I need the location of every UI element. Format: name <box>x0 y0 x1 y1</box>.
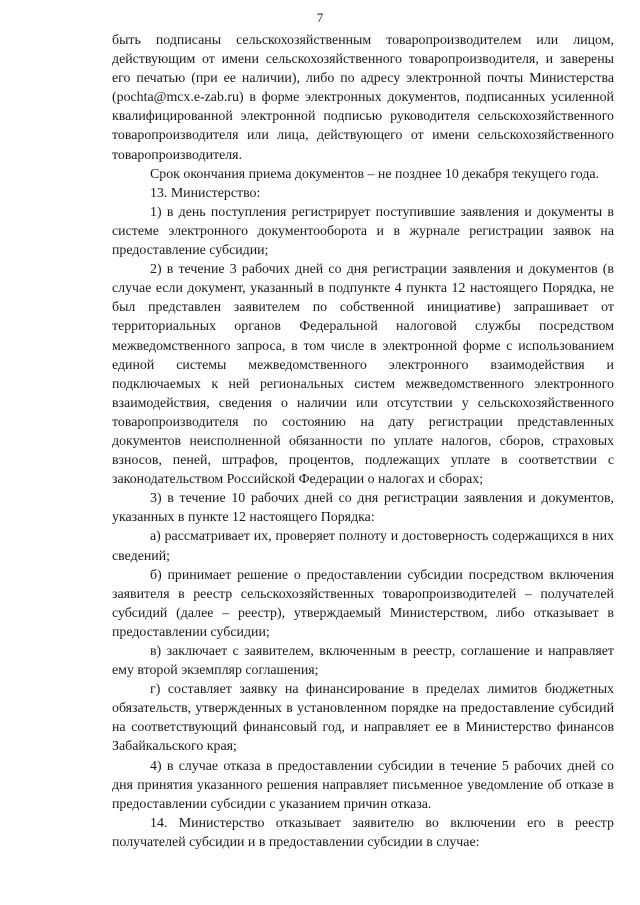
document-body <box>112 31 614 852</box>
paragraph: быть подписаны сельскохозяйственным товаропроизводителем или лицом, действующим от имени сельскохозяйственного товаропроизводителя, и заверены его печатью (при ее наличии), либо по адресу электронной почты Министерства (pochta@mcx.e-zab.ru) в форме электронных документов, подписанных усиленной квалифицированной электронной подписью руководителя сельскохозяйственного товаропроизводителя или лица, действующего от имени сельскохозяйственного товаропроизводителя. <box>112 33 614 163</box>
paragraph: а) рассматривает их, проверяет полноту и достоверность содержащихся в них сведений; <box>112 529 614 564</box>
paragraph: 1) в день поступления регистрирует поступившие заявления и документы в системе электронного документооборота и в журнале регистрации заявок на предоставление субсидии; <box>112 204 614 259</box>
paragraph: 14. Министерство отказывает заявителю во включении его в реестр получателей субсидии и в предоставлении субсидии в случае: <box>112 815 614 850</box>
paragraph: 4) в случае отказа в предоставлении субсидии в течение 5 рабочих дней со дня принятия указанного решения направляет письменное уведомление об отказе в предоставлении субсидии с указанием причин отказа. <box>112 758 614 812</box>
paragraph: б) принимает решение о предоставлении субсидии посредством включения заявителя в реестр сельскохозяйственных товаропроизводителей – получателей субсидий (далее – реестр), утверждаемый Министерством, либо отказывает в предоставлении субсидии; <box>112 567 614 640</box>
paragraph: г) составляет заявку на финансирование в пределах лимитов бюджетных обязательств, утвержденных в установленном порядке на предоставление субсидий на соответствующий финансовый год, и направляет ее в Министерство финансов Забайкальского края; <box>112 682 614 755</box>
page-number: 7 <box>316 10 324 25</box>
paragraph: в) заключает с заявителем, включенным в реестр, соглашение и направляет ему второй экземпляр соглашения; <box>112 644 614 679</box>
paragraph: Срок окончания приема документов – не позднее 10 декабря текущего года. <box>150 166 600 182</box>
paragraph: 3) в течение 10 рабочих дней со дня регистрации заявления и документов, указанных в пункте 12 настоящего Порядка: <box>112 491 614 526</box>
paragraph: 2) в течение 3 рабочих дней со дня регистрации заявления и документов (в случае если документ, указанный в подпункте 4 пункта 12 настоящего Порядка, не был представлен заявителем по собственной инициативе) запрашивает от территориальных органов Федеральной налоговой службы посредством межведомственного запроса, в том числе в электронной форме с использованием единой системы межведомственного электронного взаимодействия и подключаемых к ней региональных систем межведомственного электронного взаимодействия, сведения о наличии или отсутствии у сельскохозяйственного товаропроизводителя по состоянию на дату регистрации представленных документов неисполненной обязанности по уплате налогов, сборов, страховых взносов, пеней, штрафов, процентов, подлежащих уплате в соответствии с законодательством Российской Федерации о налогах и сборах; <box>112 262 614 488</box>
paragraph: 13. Министерство: <box>150 185 261 201</box>
